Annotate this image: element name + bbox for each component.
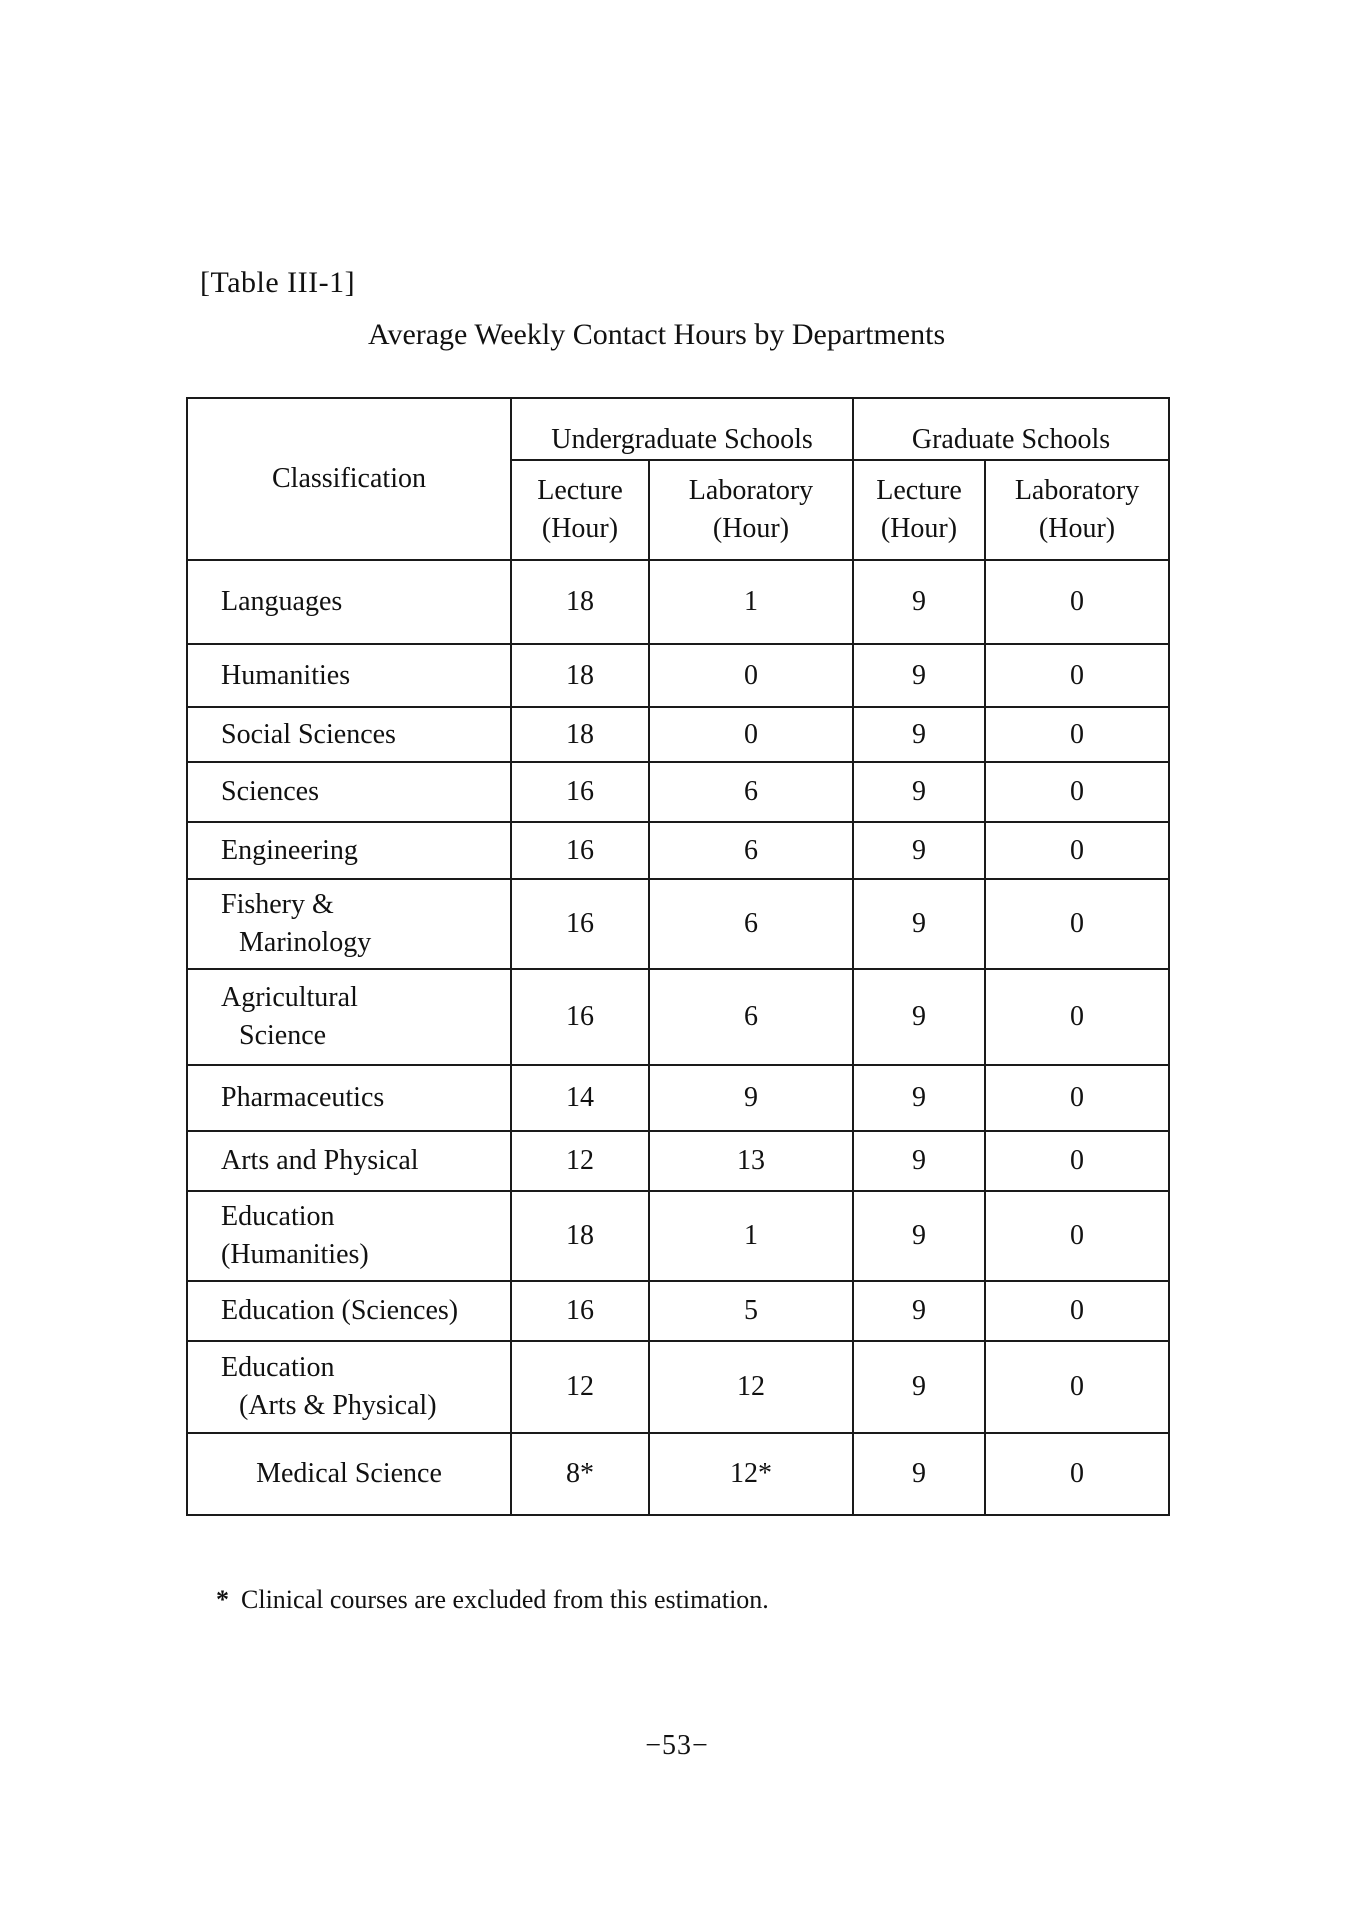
gr-laboratory-header (985, 460, 1169, 560)
row-label (187, 879, 511, 969)
row-label (187, 1191, 511, 1281)
gr-lecture-header-unit: (Hour) (880, 513, 958, 544)
row-label-line-1: Fishery & (221, 889, 334, 920)
row-label-line-2: (Arts & Physical) (239, 1390, 437, 1421)
footnote-marker: * (216, 1585, 229, 1614)
gr-lecture-cell: 9 (853, 707, 985, 762)
row-label-line-1: Pharmaceutics (221, 1082, 385, 1113)
gr-lecture-cell: 9 (853, 1131, 985, 1191)
table-row (187, 969, 1169, 1065)
row-label (187, 822, 511, 879)
row-label-line-1: Arts and Physical (221, 1145, 419, 1176)
page-number: −53− (645, 1730, 709, 1761)
gr-laboratory-cell: 0 (985, 1281, 1169, 1341)
row-label (187, 560, 511, 644)
row-label-line-2: (Humanities) (221, 1239, 369, 1270)
ug-lecture-cell: 12 (511, 1131, 649, 1191)
row-label (187, 1131, 511, 1191)
ug-laboratory-header-unit: (Hour) (712, 513, 790, 544)
ug-lecture-cell: 18 (511, 1191, 649, 1281)
row-label-line-1: Engineering (221, 834, 358, 866)
ug-laboratory-cell: 9 (649, 1065, 853, 1131)
gr-laboratory-cell: 0 (985, 1191, 1169, 1281)
gr-lecture-cell: 9 (853, 1281, 985, 1341)
gr-laboratory-header-label: Laboratory (1014, 475, 1140, 506)
gr-lecture-header (853, 460, 985, 560)
ug-laboratory-cell: 13 (649, 1131, 853, 1191)
gr-laboratory-cell: 0 (985, 1341, 1169, 1433)
gr-lecture-cell: 9 (853, 1433, 985, 1515)
ug-lecture-cell: 18 (511, 707, 649, 762)
gr-laboratory-cell: 0 (985, 1131, 1169, 1191)
row-label (187, 1281, 511, 1341)
row-label (187, 1433, 511, 1515)
gr-laboratory-cell: 0 (985, 969, 1169, 1065)
row-label (187, 644, 511, 707)
table-row (187, 1433, 1169, 1515)
ug-lecture-cell: 12 (511, 1341, 649, 1433)
ug-laboratory-cell: 5 (649, 1281, 853, 1341)
ug-lecture-cell: 16 (511, 822, 649, 879)
table-row (187, 879, 1169, 969)
ug-laboratory-cell: 1 (649, 560, 853, 644)
ug-laboratory-cell: 6 (649, 879, 853, 969)
ug-laboratory-header-label: Laboratory (688, 475, 814, 506)
ug-lecture-cell: 16 (511, 1281, 649, 1341)
ug-lecture-cell: 16 (511, 879, 649, 969)
gr-lecture-cell: 9 (853, 1065, 985, 1131)
row-label-line-1: Medical Science (256, 1458, 442, 1489)
graduate-header: Graduate Schools (853, 398, 1169, 460)
table-label: [Table III-1] (200, 266, 356, 299)
row-label (187, 969, 511, 1065)
ug-lecture-cell: 18 (511, 560, 649, 644)
undergraduate-header: Undergraduate Schools (511, 398, 853, 460)
ug-laboratory-cell: 12 (649, 1341, 853, 1433)
row-label-line-1: Education (221, 1352, 335, 1383)
row-label-line-1: Education (Sciences) (221, 1295, 459, 1326)
table-row (187, 1131, 1169, 1191)
table-row (187, 1065, 1169, 1131)
ug-laboratory-cell: 12* (649, 1433, 853, 1515)
table-row (187, 560, 1169, 644)
gr-laboratory-cell: 0 (985, 822, 1169, 879)
row-label (187, 707, 511, 762)
footnote (216, 1585, 769, 1615)
table-row (187, 1281, 1169, 1341)
gr-laboratory-cell: 0 (985, 707, 1169, 762)
row-label-line-1: Languages (221, 586, 343, 617)
gr-laboratory-cell: 0 (985, 1065, 1169, 1131)
ug-lecture-cell: 18 (511, 644, 649, 707)
gr-lecture-cell: 9 (853, 644, 985, 707)
row-label-line-1: Social Sciences (221, 718, 396, 750)
ug-laboratory-cell: 0 (649, 707, 853, 762)
gr-laboratory-cell: 0 (985, 879, 1169, 969)
table-row (187, 1341, 1169, 1433)
row-label (187, 1065, 511, 1131)
gr-laboratory-cell: 0 (985, 1433, 1169, 1515)
ug-lecture-cell: 8* (511, 1433, 649, 1515)
gr-lecture-cell: 9 (853, 879, 985, 969)
table-row (187, 762, 1169, 822)
table-row (187, 822, 1169, 879)
ug-lecture-header-unit: (Hour) (541, 513, 619, 544)
ug-laboratory-cell: 1 (649, 1191, 853, 1281)
gr-laboratory-cell: 0 (985, 560, 1169, 644)
table-row (187, 707, 1169, 762)
ug-lecture-cell: 16 (511, 762, 649, 822)
row-label (187, 1341, 511, 1433)
ug-laboratory-cell: 0 (649, 644, 853, 707)
gr-lecture-cell: 9 (853, 1191, 985, 1281)
gr-lecture-header-label: Lecture (876, 475, 962, 506)
ug-laboratory-cell: 6 (649, 969, 853, 1065)
row-label-line-1: Agricultural (221, 982, 358, 1013)
gr-laboratory-cell: 0 (985, 762, 1169, 822)
ug-lecture-header-label: Lecture (537, 475, 623, 506)
row-label-line-1: Sciences (221, 776, 319, 807)
ug-lecture-cell: 14 (511, 1065, 649, 1131)
ug-lecture-header (511, 460, 649, 560)
ug-lecture-cell: 16 (511, 969, 649, 1065)
gr-lecture-cell: 9 (853, 1341, 985, 1433)
table-row (187, 644, 1169, 707)
ug-laboratory-cell: 6 (649, 762, 853, 822)
ug-laboratory-header (649, 460, 853, 560)
row-label-line-1: Education (221, 1201, 335, 1232)
gr-laboratory-header-unit: (Hour) (1038, 513, 1116, 544)
row-label-line-2: Science (239, 1020, 327, 1051)
ug-laboratory-cell: 6 (649, 822, 853, 879)
row-label-line-1: Humanities (221, 659, 351, 691)
table-row (187, 1191, 1169, 1281)
table-title: Average Weekly Contact Hours by Departments (368, 318, 946, 351)
footnote-text: Clinical courses are excluded from this estimation. (241, 1585, 769, 1614)
contact-hours-table (186, 397, 1170, 1516)
row-label-line-2: Marinology (239, 927, 372, 958)
gr-laboratory-cell: 0 (985, 644, 1169, 707)
gr-lecture-cell: 9 (853, 560, 985, 644)
gr-lecture-cell: 9 (853, 822, 985, 879)
gr-lecture-cell: 9 (853, 969, 985, 1065)
gr-lecture-cell: 9 (853, 762, 985, 822)
classification-header: Classification (187, 398, 511, 560)
row-label (187, 762, 511, 822)
